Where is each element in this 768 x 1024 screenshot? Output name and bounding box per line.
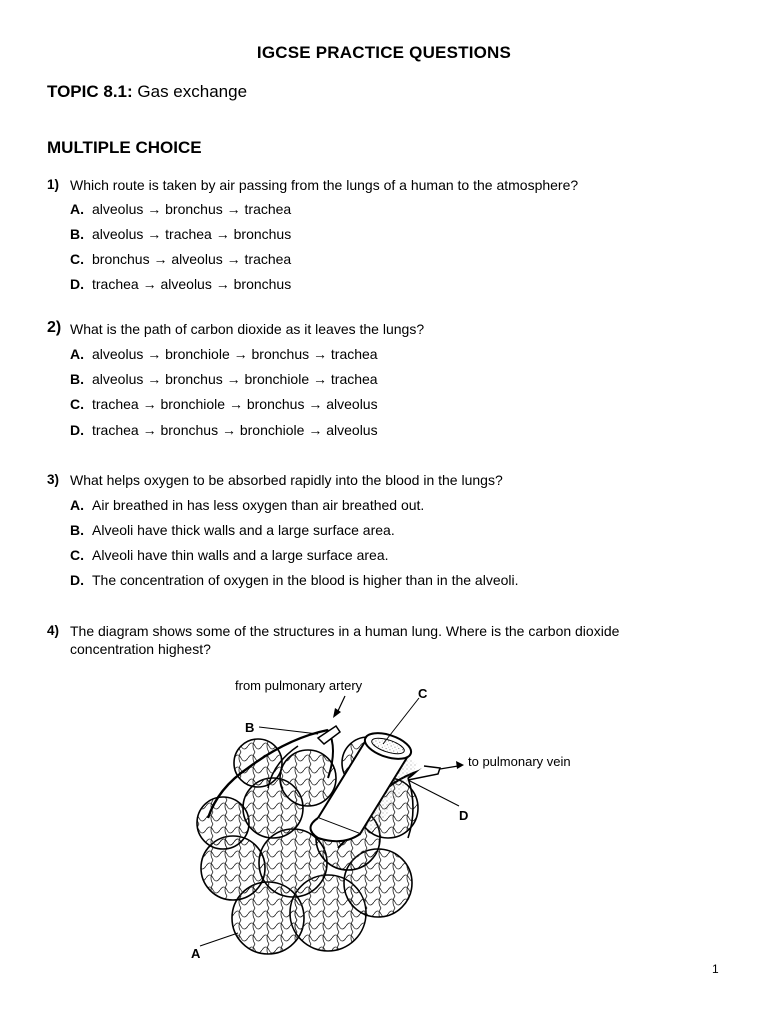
question-3-number: 3) bbox=[47, 472, 60, 487]
page-number: 1 bbox=[712, 962, 719, 976]
option-letter: D. bbox=[70, 572, 84, 588]
question-3-option-b bbox=[70, 522, 395, 538]
option-letter: B. bbox=[70, 522, 84, 538]
option-text: alveolus → bronchus → bronchiole → trachea bbox=[92, 371, 378, 387]
diagram-letter-d: D bbox=[459, 808, 469, 823]
question-4-text-line2: concentration highest? bbox=[70, 641, 211, 657]
question-3-option-c bbox=[70, 547, 389, 563]
diagram-letter-a: A bbox=[191, 946, 201, 961]
option-letter: D. bbox=[70, 422, 84, 438]
question-2-option-d bbox=[70, 422, 378, 438]
question-2-option-c bbox=[70, 396, 378, 412]
option-text: alveolus → bronchus → trachea bbox=[92, 201, 292, 217]
question-2-option-b bbox=[70, 371, 378, 387]
question-2-option-a bbox=[70, 346, 378, 362]
question-1-option-d bbox=[70, 276, 291, 292]
option-text: alveolus → bronchiole → bronchus → trachea bbox=[92, 346, 378, 362]
question-1-number: 1) bbox=[47, 177, 60, 192]
option-letter: C. bbox=[70, 547, 84, 563]
question-2-number: 2) bbox=[47, 319, 62, 336]
question-4-number: 4) bbox=[47, 623, 60, 638]
option-text: alveolus → trachea → bronchus bbox=[92, 226, 292, 242]
topic-name: Gas exchange bbox=[137, 82, 248, 101]
question-1-option-b bbox=[70, 226, 291, 242]
option-text: Alveoli have thin walls and a large surface area. bbox=[92, 547, 389, 563]
question-3-text: What helps oxygen to be absorbed rapidly into the blood in the lungs? bbox=[70, 472, 503, 488]
option-letter: A. bbox=[70, 497, 84, 513]
question-2-text: What is the path of carbon dioxide as it leaves the lungs? bbox=[70, 321, 425, 337]
option-letter: C. bbox=[70, 396, 84, 412]
label-from-pulmonary-artery: from pulmonary artery bbox=[235, 678, 363, 693]
option-letter: D. bbox=[70, 276, 84, 292]
option-text: trachea → bronchus → bronchiole → alveolus bbox=[92, 422, 378, 438]
topic-heading bbox=[47, 82, 247, 102]
question-3-option-d bbox=[70, 572, 519, 588]
question-1-option-c bbox=[70, 251, 291, 267]
option-letter: C. bbox=[70, 251, 84, 267]
topic-label: TOPIC 8.1: bbox=[47, 82, 133, 101]
section-heading: MULTIPLE CHOICE bbox=[47, 138, 202, 157]
alveoli-diagram bbox=[178, 668, 598, 962]
option-text: Air breathed in has less oxygen than air breathed out. bbox=[92, 497, 425, 513]
option-text: trachea → alveolus → bronchus bbox=[92, 276, 292, 292]
option-text: bronchus → alveolus → trachea bbox=[92, 251, 292, 267]
option-text: Alveoli have thick walls and a large surface area. bbox=[92, 522, 395, 538]
label-to-pulmonary-vein: to pulmonary vein bbox=[468, 754, 571, 769]
artery-end bbox=[318, 726, 340, 744]
option-letter: B. bbox=[70, 371, 84, 387]
option-letter: A. bbox=[70, 346, 84, 362]
question-1-option-a bbox=[70, 201, 291, 217]
option-letter: A. bbox=[70, 201, 84, 217]
document-title: IGCSE PRACTICE QUESTIONS bbox=[256, 43, 512, 62]
option-letter: B. bbox=[70, 226, 84, 242]
option-text: trachea → bronchiole → bronchus → alveolus bbox=[92, 396, 378, 412]
diagram-letter-b: B bbox=[245, 720, 255, 735]
question-3-option-a bbox=[70, 497, 424, 513]
diagram-letter-c: C bbox=[418, 686, 428, 701]
option-text: The concentration of oxygen in the blood is higher than in the alveoli. bbox=[92, 572, 519, 588]
question-4-text-line1: The diagram shows some of the structures in a human lung. Where is the carbon dioxide bbox=[70, 623, 620, 639]
question-1-text: Which route is taken by air passing from the lungs of a human to the atmosphere? bbox=[70, 177, 579, 193]
